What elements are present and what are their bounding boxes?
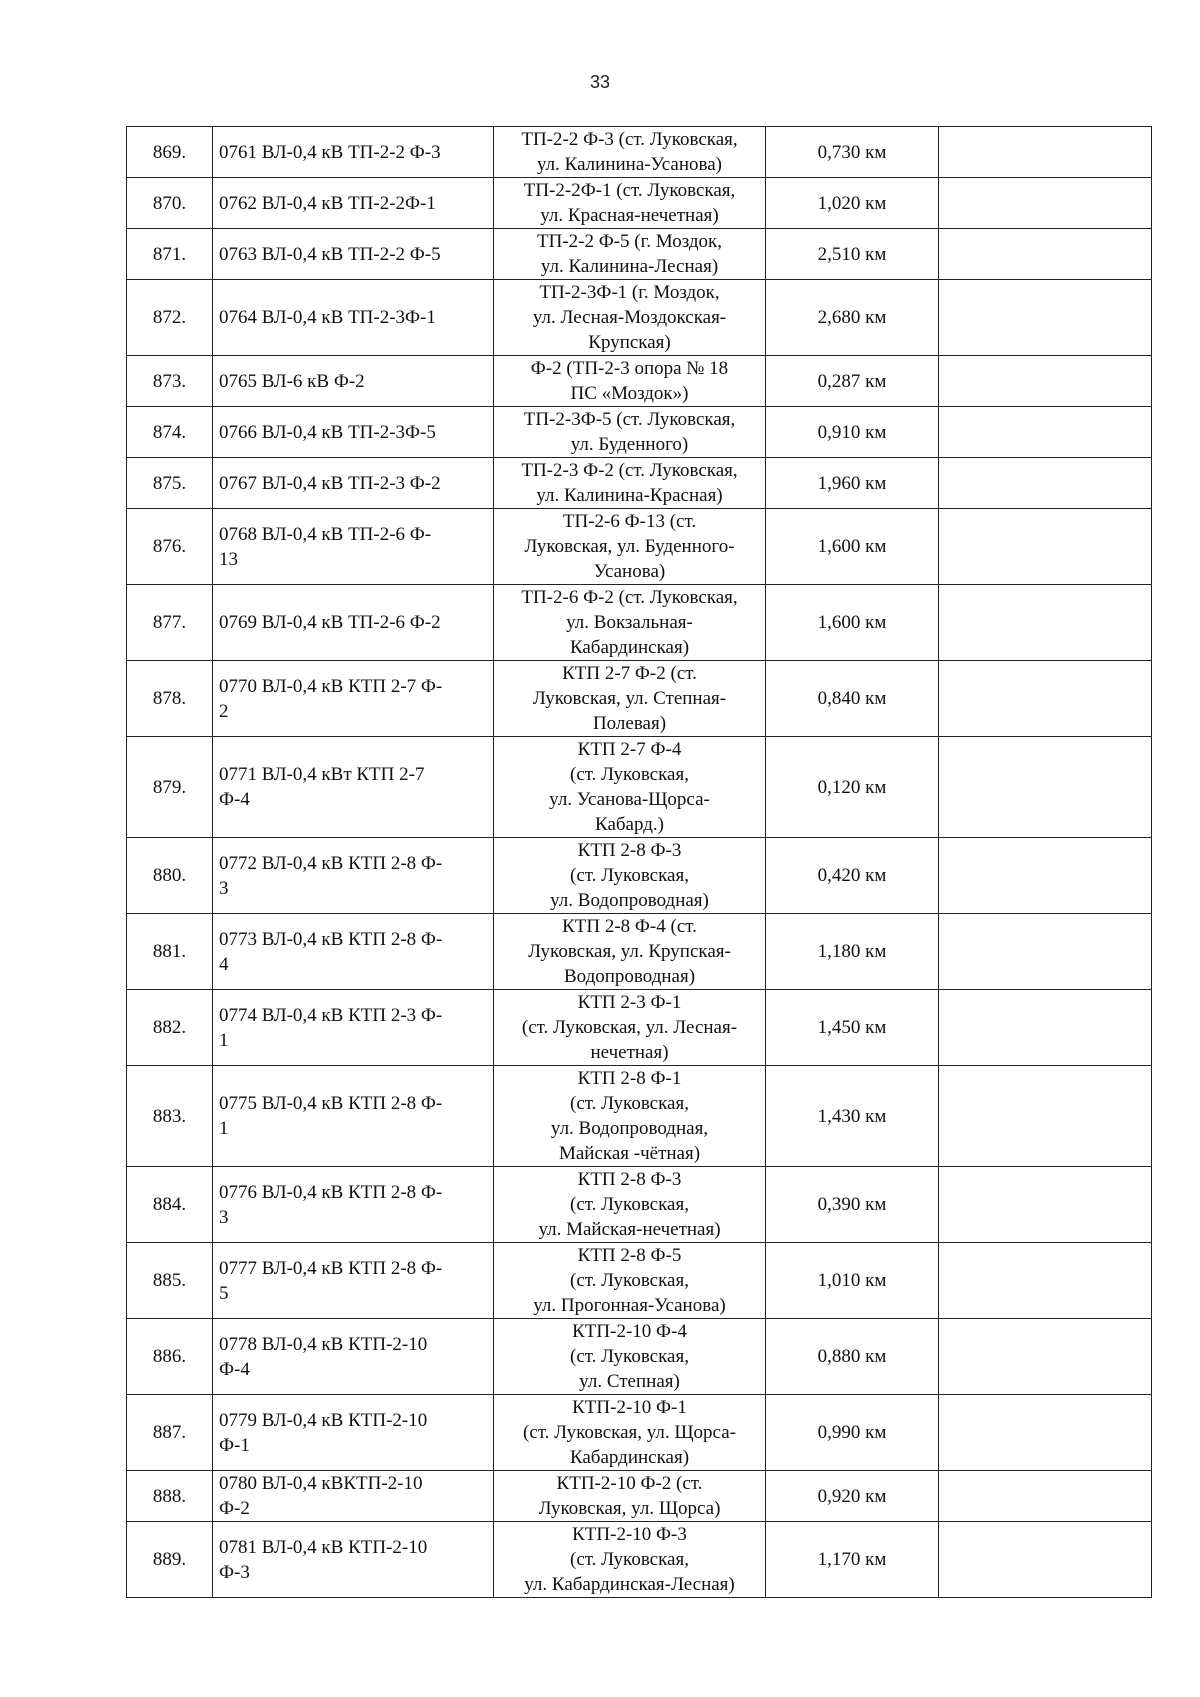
length-cell: 1,960 км [766, 458, 939, 509]
line-name-text: 2 [219, 700, 229, 722]
row-number-cell: 880. [127, 838, 213, 914]
table-row [127, 1066, 1152, 1167]
location-text: КТП 2-8 Ф-3 [577, 1169, 682, 1190]
location-cell [494, 1167, 766, 1243]
note-cell [939, 127, 1152, 178]
row-number-cell: 885. [127, 1243, 213, 1319]
location-text: ул. Калинина-Усанова) [537, 154, 722, 175]
line-name-text: Ф-3 [219, 1561, 250, 1583]
location-text: КТП-2-10 Ф-2 (ст. [556, 1473, 703, 1494]
row-number-cell: 889. [127, 1522, 213, 1598]
note-cell [939, 1395, 1152, 1471]
row-number-cell: 869. [127, 127, 213, 178]
location-cell [494, 1319, 766, 1395]
location-cell [494, 1395, 766, 1471]
length-cell: 1,010 км [766, 1243, 939, 1319]
location-text: ТП-2-2 Ф-5 (г. Моздок, [536, 231, 723, 252]
note-cell [939, 407, 1152, 458]
location-cell [494, 1471, 766, 1522]
table-row [127, 127, 1152, 178]
line-name-cell [213, 356, 494, 407]
note-cell [939, 1522, 1152, 1598]
location-text: ПС «Моздок») [570, 383, 689, 404]
row-number-cell: 877. [127, 585, 213, 661]
row-number-cell: 887. [127, 1395, 213, 1471]
line-name-text: Ф-1 [219, 1434, 250, 1456]
location-text: (ст. Луковская, [570, 1346, 689, 1367]
location-text: Кабард.) [595, 814, 664, 835]
line-name-text: Ф-2 [219, 1498, 250, 1519]
row-number-cell: 886. [127, 1319, 213, 1395]
location-text: ул. Усанова-Щорса- [549, 789, 710, 810]
note-cell [939, 737, 1152, 838]
location-cell [494, 585, 766, 661]
table-row [127, 838, 1152, 914]
row-number-cell: 879. [127, 737, 213, 838]
length-cell: 0,840 км [766, 661, 939, 737]
note-cell [939, 229, 1152, 280]
note-cell [939, 458, 1152, 509]
line-name-text: 0772 ВЛ-0,4 кВ КТП 2-8 Ф- [219, 852, 443, 874]
length-cell: 0,910 км [766, 407, 939, 458]
row-number-cell: 881. [127, 914, 213, 990]
table-row [127, 1522, 1152, 1598]
location-cell [494, 838, 766, 914]
line-name-text: 0781 ВЛ-0,4 кВ КТП-2-10 [219, 1536, 428, 1558]
length-cell: 1,430 км [766, 1066, 939, 1167]
line-name-text: 3 [219, 877, 229, 899]
location-text: ул. Кабардинская-Лесная) [524, 1574, 735, 1595]
location-text: (ст. Луковская, ул. Щорса- [523, 1422, 736, 1443]
line-name-text: 1 [219, 1118, 229, 1139]
line-name-cell [213, 178, 494, 229]
line-name-text: 1 [219, 1029, 229, 1051]
length-cell: 0,990 км [766, 1395, 939, 1471]
table-row [127, 1243, 1152, 1319]
location-text: КТП 2-8 Ф-5 [577, 1245, 682, 1266]
table-row [127, 914, 1152, 990]
length-cell: 1,020 км [766, 178, 939, 229]
row-number-cell: 882. [127, 990, 213, 1066]
line-name-cell [213, 914, 494, 990]
location-text: (ст. Луковская, ул. Лесная- [521, 1017, 738, 1038]
line-name-text: 0761 ВЛ-0,4 кВ ТП-2-2 Ф-3 [219, 141, 441, 163]
location-text: КТП 2-8 Ф-3 [577, 840, 682, 861]
line-name-cell [213, 458, 494, 509]
table-row [127, 356, 1152, 407]
line-name-text: 0775 ВЛ-0,4 кВ КТП 2-8 Ф- [219, 1093, 443, 1114]
note-cell [939, 1243, 1152, 1319]
location-text: нечетная) [590, 1042, 669, 1063]
length-cell: 0,730 км [766, 127, 939, 178]
length-cell: 2,680 км [766, 280, 939, 356]
location-cell [494, 914, 766, 990]
location-text: ул. Степная) [579, 1371, 680, 1392]
line-name-cell [213, 1243, 494, 1319]
row-number-cell: 888. [127, 1471, 213, 1522]
location-text: (ст. Луковская, [570, 1549, 689, 1570]
location-text: ул. Майская-нечетная) [538, 1219, 721, 1240]
location-text: ул. Красная-нечетная) [540, 205, 719, 226]
location-cell [494, 990, 766, 1066]
note-cell [939, 1471, 1152, 1522]
line-name-cell [213, 585, 494, 661]
location-text: Луковская, ул. Буденного- [524, 536, 735, 557]
line-name-text: 0764 ВЛ-0,4 кВ ТП-2-3Ф-1 [219, 307, 436, 328]
row-number-cell: 875. [127, 458, 213, 509]
line-name-text: 0771 ВЛ-0,4 кВт КТП 2-7 [219, 764, 425, 785]
location-cell [494, 458, 766, 509]
location-text: (ст. Луковская, [570, 865, 689, 886]
location-cell [494, 737, 766, 838]
location-text: КТП-2-10 Ф-4 [572, 1321, 687, 1342]
line-name-text: Ф-4 [219, 1358, 250, 1380]
line-name-cell [213, 838, 494, 914]
note-cell [939, 178, 1152, 229]
line-name-text: 0768 ВЛ-0,4 кВ ТП-2-6 Ф- [219, 523, 432, 545]
line-name-cell [213, 1066, 494, 1167]
note-cell [939, 914, 1152, 990]
row-number-cell: 873. [127, 356, 213, 407]
line-name-text: 0780 ВЛ-0,4 кВКТП-2-10 [219, 1473, 423, 1494]
line-name-text: 13 [219, 548, 238, 570]
table-row [127, 661, 1152, 737]
page-number: 33 [589, 72, 611, 92]
line-name-cell [213, 280, 494, 356]
note-cell [939, 1066, 1152, 1167]
location-text: Луковская, ул. Степная- [532, 688, 727, 709]
location-text: ул. Лесная-Моздокская- [532, 307, 727, 328]
location-text: Майская -чётная) [558, 1143, 701, 1164]
location-text: ТП-2-3 Ф-2 (ст. Луковская, [521, 460, 738, 481]
line-name-text: 4 [219, 953, 229, 975]
location-text: ул. Водопроводная, [550, 1118, 709, 1139]
location-text: КТП-2-10 Ф-3 [572, 1524, 687, 1545]
table-row [127, 1471, 1152, 1522]
line-name-cell [213, 1395, 494, 1471]
line-name-text: 0767 ВЛ-0,4 кВ ТП-2-3 Ф-2 [219, 472, 441, 494]
row-number-cell: 872. [127, 280, 213, 356]
location-cell [494, 661, 766, 737]
table-row [127, 229, 1152, 280]
line-name-text: 0773 ВЛ-0,4 кВ КТП 2-8 Ф- [219, 928, 443, 950]
location-cell [494, 178, 766, 229]
table-row [127, 585, 1152, 661]
line-name-cell [213, 509, 494, 585]
location-text: Полевая) [592, 713, 667, 734]
note-cell [939, 838, 1152, 914]
table-row [127, 1319, 1152, 1395]
row-number-cell: 878. [127, 661, 213, 737]
location-cell [494, 229, 766, 280]
location-text: ТП-2-2Ф-1 (ст. Луковская, [523, 180, 736, 201]
line-name-cell [213, 661, 494, 737]
location-cell [494, 1066, 766, 1167]
location-text: ул. Калинина-Лесная) [540, 256, 719, 277]
line-name-cell [213, 1167, 494, 1243]
line-name-text: Ф-4 [219, 789, 250, 810]
location-text: Кабардинская) [569, 1447, 690, 1468]
row-number-cell: 871. [127, 229, 213, 280]
line-name-text: 5 [219, 1282, 229, 1304]
location-cell [494, 280, 766, 356]
location-cell [494, 509, 766, 585]
length-cell: 0,920 км [766, 1471, 939, 1522]
row-number-cell: 876. [127, 509, 213, 585]
location-text: ТП-2-3Ф-5 (ст. Луковская, [523, 409, 736, 430]
line-name-text: 0763 ВЛ-0,4 кВ ТП-2-2 Ф-5 [219, 243, 441, 265]
line-name-text: 0769 ВЛ-0,4 кВ ТП-2-6 Ф-2 [219, 612, 441, 633]
length-cell: 0,120 км [766, 737, 939, 838]
table-row [127, 1395, 1152, 1471]
location-text: (ст. Луковская, [570, 764, 689, 785]
line-name-cell [213, 407, 494, 458]
location-text: Крупская) [588, 332, 671, 353]
line-name-text: 0770 ВЛ-0,4 кВ КТП 2-7 Ф- [219, 675, 443, 697]
table-row [127, 737, 1152, 838]
line-name-cell [213, 229, 494, 280]
table-row [127, 458, 1152, 509]
line-name-text: 3 [219, 1206, 229, 1228]
note-cell [939, 585, 1152, 661]
line-name-text: 0762 ВЛ-0,4 кВ ТП-2-2Ф-1 [219, 192, 436, 214]
location-text: (ст. Луковская, [570, 1093, 689, 1114]
length-cell: 1,170 км [766, 1522, 939, 1598]
line-name-cell [213, 990, 494, 1066]
location-text: ТП-2-3Ф-1 (г. Моздок, [539, 282, 720, 303]
location-text: КТП 2-8 Ф-1 [577, 1068, 682, 1089]
location-cell [494, 1243, 766, 1319]
length-cell: 0,420 км [766, 838, 939, 914]
location-text: ул. Водопроводная) [550, 890, 709, 911]
length-cell: 1,180 км [766, 914, 939, 990]
location-text: КТП-2-10 Ф-1 [572, 1397, 687, 1418]
location-text: ул. Калинина-Красная) [536, 485, 723, 506]
location-text: Ф-2 (ТП-2-3 опора № 18 [530, 358, 729, 379]
note-cell [939, 509, 1152, 585]
location-cell [494, 407, 766, 458]
location-text: Кабардинская) [569, 637, 690, 658]
note-cell [939, 1167, 1152, 1243]
table-row [127, 990, 1152, 1066]
row-number-cell: 884. [127, 1167, 213, 1243]
location-text: Усанова) [593, 561, 666, 582]
location-text: Луковская, ул. Щорса) [538, 1498, 721, 1519]
location-text: ул. Вокзальная- [566, 612, 693, 633]
length-cell: 1,600 км [766, 509, 939, 585]
row-number-cell: 874. [127, 407, 213, 458]
line-name-cell [213, 127, 494, 178]
line-name-text: 0779 ВЛ-0,4 кВ КТП-2-10 [219, 1409, 428, 1431]
table-row [127, 407, 1152, 458]
note-cell [939, 661, 1152, 737]
table-row [127, 509, 1152, 585]
note-cell [939, 990, 1152, 1066]
line-name-cell [213, 1319, 494, 1395]
line-name-text: 0766 ВЛ-0,4 кВ ТП-2-3Ф-5 [219, 421, 436, 443]
length-cell: 2,510 км [766, 229, 939, 280]
line-name-cell [213, 1471, 494, 1522]
line-name-cell [213, 1522, 494, 1598]
location-text: КТП 2-7 Ф-4 [577, 739, 682, 760]
location-text: (ст. Луковская, [570, 1270, 689, 1291]
note-cell [939, 280, 1152, 356]
line-name-cell [213, 737, 494, 838]
location-text: КТП 2-7 Ф-2 (ст. [562, 663, 697, 684]
length-cell: 1,600 км [766, 585, 939, 661]
location-text: ул. Прогонная-Усанова) [533, 1295, 726, 1316]
location-text: Водопроводная) [563, 966, 696, 987]
location-text: ТП-2-2 Ф-3 (ст. Луковская, [521, 129, 738, 150]
location-text: ТП-2-6 Ф-13 (ст. [562, 511, 697, 532]
row-number-cell: 883. [127, 1066, 213, 1167]
length-cell: 1,450 км [766, 990, 939, 1066]
location-text: Луковская, ул. Крупская- [528, 941, 731, 962]
location-text: КТП 2-3 Ф-1 [577, 992, 682, 1013]
length-cell: 0,390 км [766, 1167, 939, 1243]
table-row [127, 280, 1152, 356]
line-name-text: 0774 ВЛ-0,4 кВ КТП 2-3 Ф- [219, 1004, 443, 1026]
row-number-cell: 870. [127, 178, 213, 229]
location-text: КТП 2-8 Ф-4 (ст. [562, 916, 697, 937]
location-cell [494, 356, 766, 407]
location-cell [494, 1522, 766, 1598]
note-cell [939, 1319, 1152, 1395]
location-text: (ст. Луковская, [570, 1194, 689, 1215]
line-name-text: 0776 ВЛ-0,4 кВ КТП 2-8 Ф- [219, 1181, 443, 1203]
line-name-text: 0765 ВЛ-6 кВ Ф-2 [219, 370, 365, 392]
length-cell: 0,880 км [766, 1319, 939, 1395]
location-text: ТП-2-6 Ф-2 (ст. Луковская, [521, 587, 738, 608]
note-cell [939, 356, 1152, 407]
length-cell: 0,287 км [766, 356, 939, 407]
table-row [127, 178, 1152, 229]
line-name-text: 0777 ВЛ-0,4 кВ КТП 2-8 Ф- [219, 1257, 443, 1279]
table-row [127, 1167, 1152, 1243]
location-text: ул. Буденного) [570, 434, 689, 455]
table-body [127, 127, 1152, 1598]
power-lines-table [126, 126, 1152, 1598]
location-cell [494, 127, 766, 178]
line-name-text: 0778 ВЛ-0,4 кВ КТП-2-10 [219, 1333, 428, 1355]
